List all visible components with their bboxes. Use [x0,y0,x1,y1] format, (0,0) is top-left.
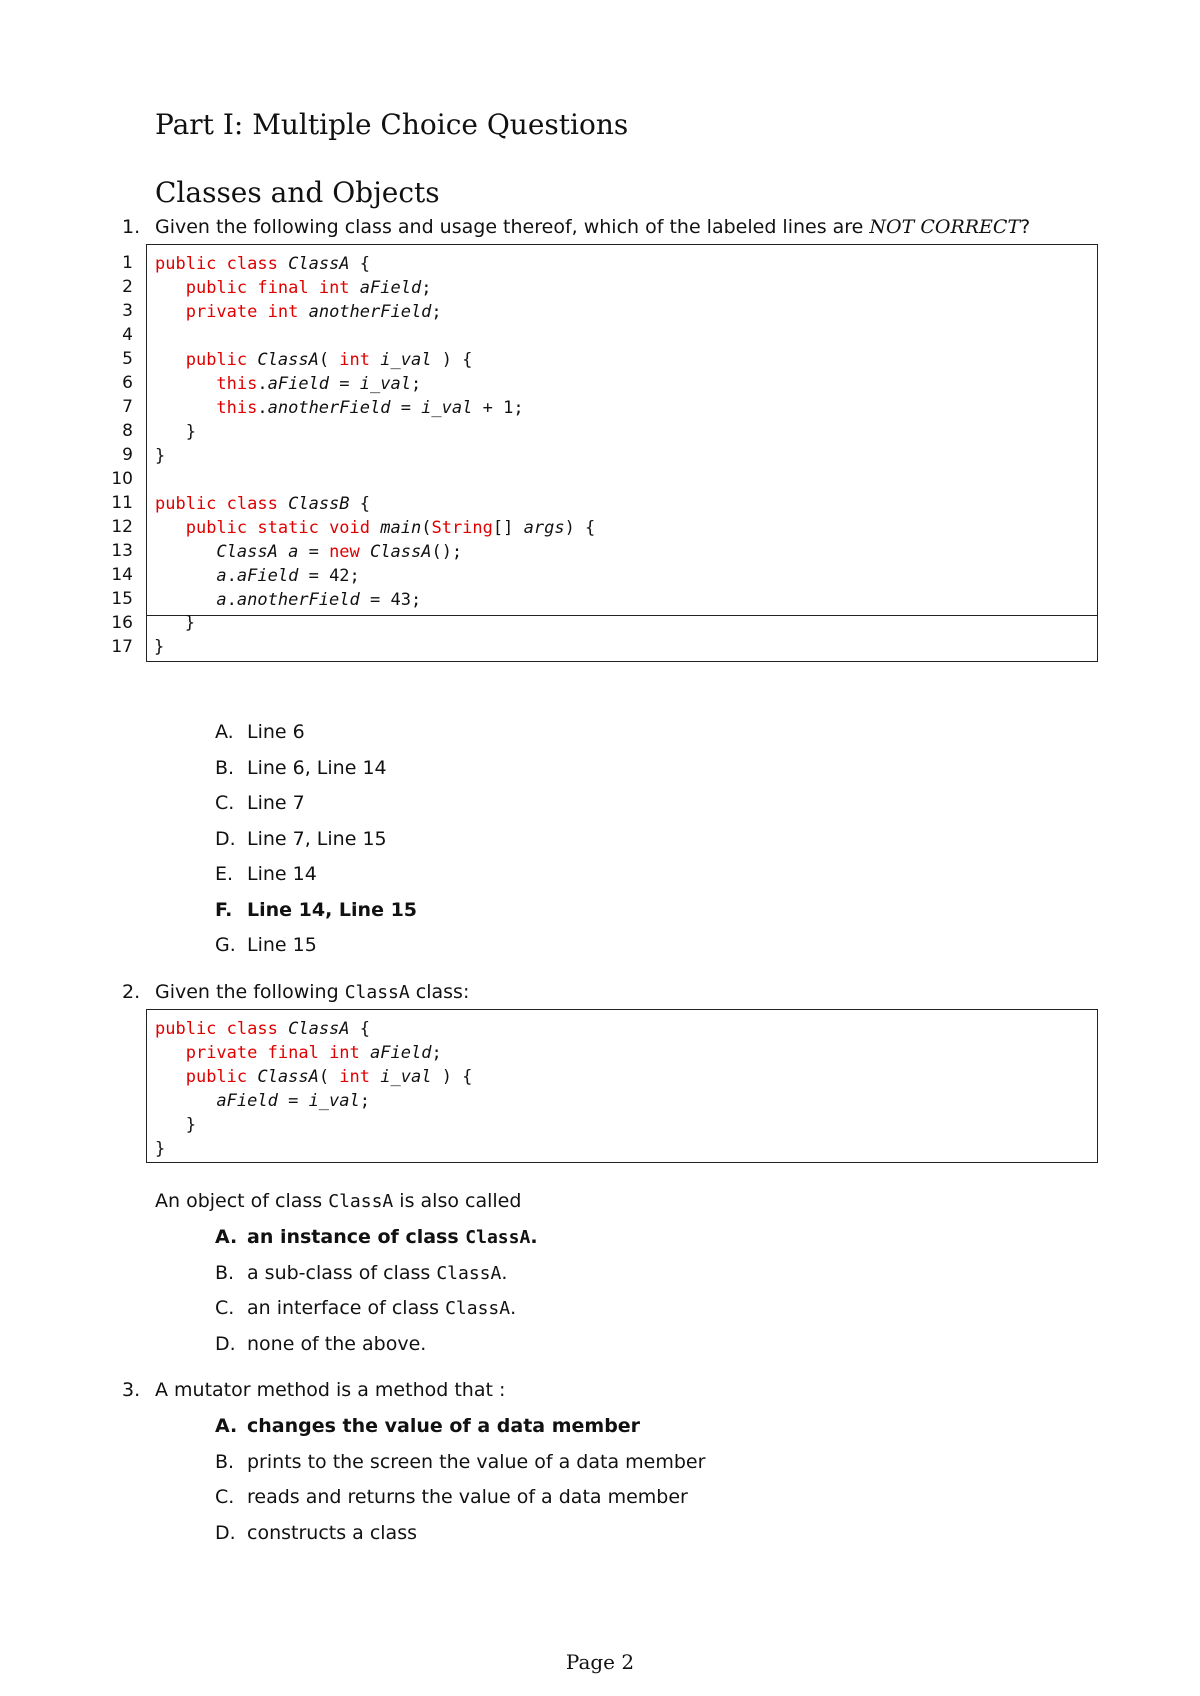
option-letter: C. [215,792,235,814]
option-code: ClassA [465,1227,531,1248]
question-1-option-c [215,789,305,817]
code-line: public static void main(String[] args) { [185,518,596,538]
code-line: public final int aField; [185,278,432,298]
question-1-option-e [215,860,317,888]
option-text: Line 6 [247,721,305,743]
code-line-number: 1 [122,253,133,273]
code-line-number: 3 [122,301,133,321]
code-line: this.anotherField = i_val + 1; [216,398,524,418]
question-2-stem: Given the following ClassA class: [155,981,470,1003]
option-code: ClassA [445,1298,511,1319]
code-line-number: 12 [111,517,133,537]
option-text: Line 14, Line 15 [247,898,418,921]
option-letter: A. [215,1415,238,1437]
code-line-number: 16 [111,613,133,633]
code-line-number: 11 [111,493,133,513]
question-1-option-g [215,931,317,959]
option-letter: E. [215,863,234,885]
code-line: a.aField = 42; [216,566,360,586]
question-1-option-b [215,754,387,782]
option-text: Line 6, Line 14 [247,756,387,779]
code-line-number: 6 [122,373,133,393]
option-letter: A. [215,1226,238,1248]
part-title: Part I: Multiple Choice Questions [155,108,629,141]
code-line: private int anotherField; [185,302,442,322]
option-text: an interface of class [247,1297,446,1319]
option-letter: B. [215,1261,235,1284]
question-3-option-c [215,1483,688,1511]
option-text: Line 7, Line 15 [247,827,387,850]
question-1-option-d [215,825,387,853]
code-line: public class ClassA { [155,1019,371,1039]
question-1-number: 1. [122,216,141,238]
page-number: Page 2 [565,1650,635,1674]
code-line-number: 17 [111,637,133,657]
option-letter: F. [215,898,233,921]
option-text: Line 7 [247,792,305,814]
question-1-option-f [215,896,417,924]
code-line: } [155,446,166,466]
code-line-number: 14 [111,565,133,585]
code-line: public ClassA( int i_val ) { [185,1067,473,1087]
code-line: a.anotherField = 43; [216,590,422,610]
option-text: constructs a class [247,1521,417,1544]
code-line: public ClassA( int i_val ) { [185,350,473,370]
option-text: Line 15 [247,934,317,956]
option-letter: C. [215,1486,235,1508]
code-block-1-border [146,244,1098,662]
option-letter: D. [215,1521,236,1544]
code-line: this.aField = i_val; [216,374,422,394]
question-3-option-d [215,1519,417,1547]
option-text: a sub-class of class [247,1261,437,1284]
code-line-number: 7 [122,397,133,417]
option-letter: B. [215,1450,235,1473]
code-line-number: 10 [111,469,133,489]
option-letter: B. [215,756,235,779]
option-letter: A. [215,721,234,743]
option-text: an instance of class [247,1226,466,1248]
question-2-option-d [215,1330,426,1358]
option-text: Line 14 [247,863,317,885]
code-line: } [155,1115,196,1135]
question-2-followup: An object of class ClassA is also called [155,1190,522,1212]
option-tail: . [501,1261,508,1284]
question-2-option-a [215,1223,538,1252]
code-line-number: 15 [111,589,133,609]
code-line-number: 4 [122,325,133,345]
question-2-option-c [215,1294,516,1323]
option-text: changes the value of a data member [247,1415,641,1437]
code-line-number: 5 [122,349,133,369]
question-3-number: 3. [122,1379,141,1401]
section-title: Classes and Objects [155,176,440,209]
option-tail: . [530,1226,538,1248]
question-1-stem: Given the following class and usage thereof, which of the labeled lines are NOT CORRECT? [155,216,1031,238]
code-line-number: 8 [122,421,133,441]
question-3-option-b [215,1448,705,1476]
option-text: none of the above. [247,1332,427,1355]
code-line-number: 2 [122,277,133,297]
code-line-number: 13 [111,541,133,561]
question-1-option-a [215,718,305,746]
option-text: reads and returns the value of a data member [247,1486,688,1508]
question-3-stem: A mutator method is a method that : [155,1379,506,1401]
code-line: } [154,637,165,657]
option-letter: C. [215,1297,235,1319]
option-code: ClassA [436,1262,502,1284]
code-line: private final int aField; [185,1043,442,1063]
code-line: } [154,613,195,633]
option-tail: . [510,1297,517,1319]
option-letter: D. [215,827,236,850]
question-2-number: 2. [122,981,141,1003]
question-3-option-a [215,1412,640,1440]
question-2-option-b [215,1259,507,1288]
option-letter: D. [215,1332,236,1355]
code-line: } [155,1139,166,1159]
code-block-2 [146,1009,1098,1163]
code-line: aField = i_val; [216,1091,370,1111]
code-line: ClassA a = new ClassA(); [216,542,463,562]
option-text: prints to the screen the value of a data member [247,1450,706,1473]
code-line-number: 9 [122,445,133,465]
option-letter: G. [215,934,236,956]
code-line: } [155,422,196,442]
code-line: public class ClassB { [155,494,371,514]
code-line: public class ClassA { [155,254,371,274]
